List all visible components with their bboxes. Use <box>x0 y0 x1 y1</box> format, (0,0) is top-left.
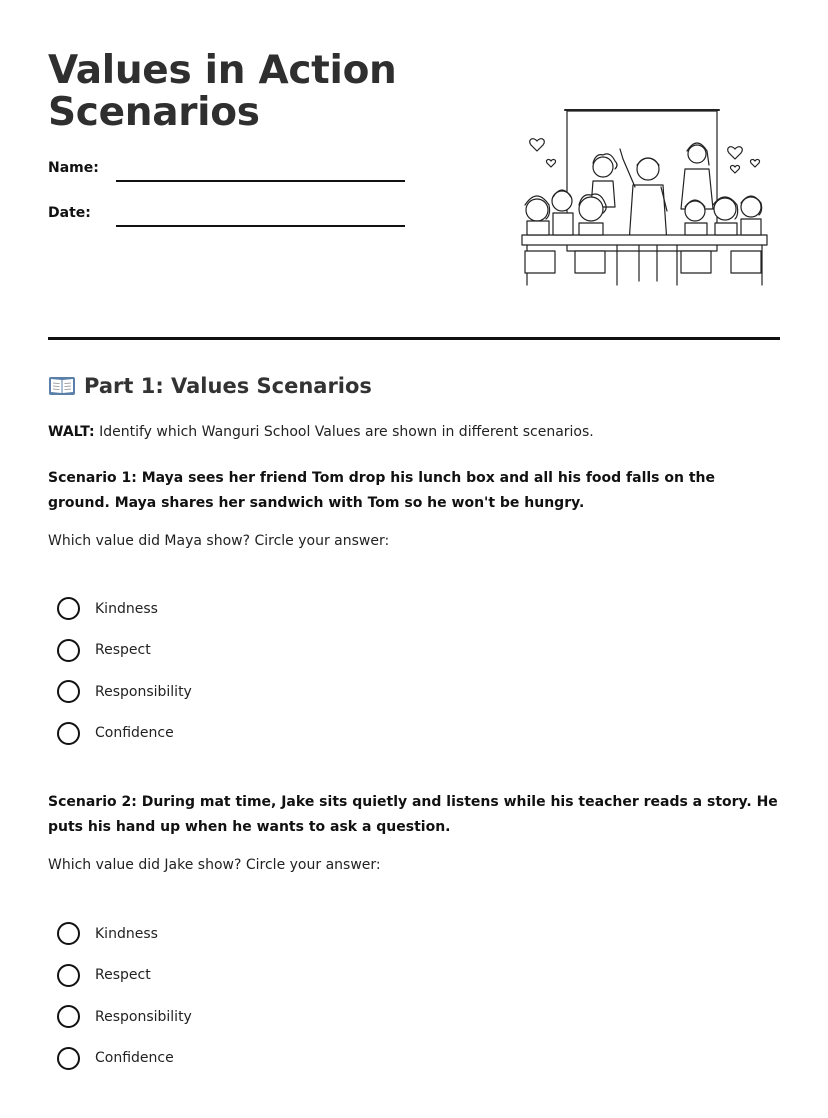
option-label: Kindness <box>95 925 158 942</box>
name-label: Name: <box>48 160 99 176</box>
open-book-icon <box>48 375 76 397</box>
option-label: Respect <box>95 642 151 659</box>
scenario-2-question: Which value did Jake show? Circle your answer: <box>48 857 381 873</box>
answer-circle[interactable] <box>57 597 80 620</box>
scenario-1-text: Scenario 1: Maya sees her friend Tom drop his lunch box and all his food falls on the ground. Maya shares her sandwich with Tom so he won't be hungry. <box>48 470 715 511</box>
answer-circle[interactable] <box>57 722 80 745</box>
option-label: Responsibility <box>95 683 192 700</box>
part1-heading-text: Part 1: Values Scenarios <box>84 374 372 398</box>
scenario-1-question: Which value did Maya show? Circle your answer: <box>48 533 390 549</box>
classroom-illustration <box>517 105 772 290</box>
option-label: Confidence <box>95 1050 174 1067</box>
scenario-2-text: Scenario 2: During mat time, Jake sits quietly and listens while his teacher reads a story. He puts his hand up when he wants to ask a question. <box>48 794 778 835</box>
date-label: Date: <box>48 205 91 221</box>
scenario-2-options <box>57 913 357 1079</box>
option-label: Kindness <box>95 600 158 617</box>
answer-circle[interactable] <box>57 680 80 703</box>
part1-heading <box>48 374 372 398</box>
option-respect[interactable] <box>57 955 357 997</box>
scenario-1-options <box>57 588 357 754</box>
answer-circle[interactable] <box>57 964 80 987</box>
worksheet-title: Values in Action Scenarios <box>48 48 397 135</box>
option-confidence[interactable] <box>57 1038 357 1080</box>
date-line[interactable] <box>116 225 405 227</box>
option-label: Respect <box>95 967 151 984</box>
option-confidence[interactable] <box>57 713 357 755</box>
option-label: Responsibility <box>95 1008 192 1025</box>
walt-statement <box>48 424 594 440</box>
section-divider <box>48 337 780 340</box>
walt-text: Identify which Wanguri School Values are shown in different scenarios. <box>94 424 594 440</box>
option-label: Confidence <box>95 725 174 742</box>
name-line[interactable] <box>116 180 405 182</box>
answer-circle[interactable] <box>57 639 80 662</box>
walt-label: WALT: <box>48 424 95 440</box>
option-responsibility[interactable] <box>57 671 357 713</box>
option-kindness[interactable] <box>57 913 357 955</box>
answer-circle[interactable] <box>57 1005 80 1028</box>
option-responsibility[interactable] <box>57 996 357 1038</box>
answer-circle[interactable] <box>57 1047 80 1070</box>
option-respect[interactable] <box>57 630 357 672</box>
option-kindness[interactable] <box>57 588 357 630</box>
answer-circle[interactable] <box>57 922 80 945</box>
